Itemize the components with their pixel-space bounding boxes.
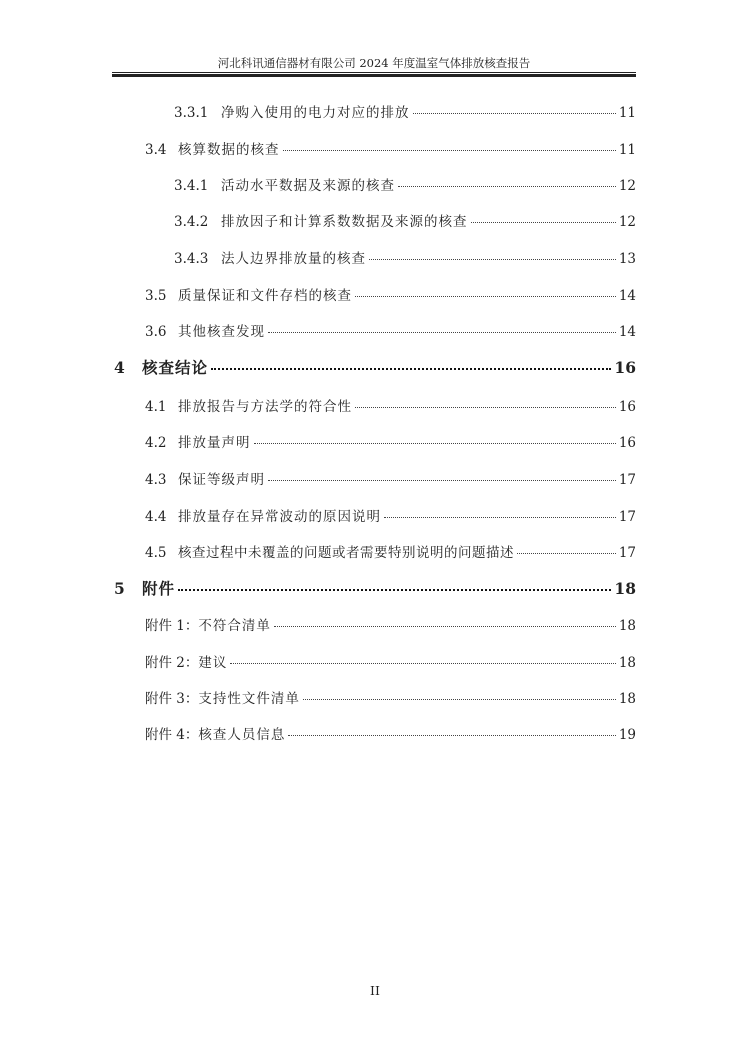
toc-leader-dots xyxy=(369,259,616,260)
toc-entry-title: 其他核查发现 xyxy=(178,324,265,340)
toc-entry-number: 附件 1： xyxy=(145,618,199,634)
toc-entry-page: 17 xyxy=(618,472,636,488)
toc-entry-number: 附件 4： xyxy=(145,727,199,743)
toc-entry-title: 不符合清单 xyxy=(198,618,271,634)
toc-entry-number: 4.1 xyxy=(145,399,167,415)
toc-entry-title: 质量保证和文件存档的核查 xyxy=(178,288,352,304)
toc-entry[interactable] xyxy=(174,101,636,121)
toc-entry-number: 3.4.3 xyxy=(174,251,209,267)
toc-entry[interactable] xyxy=(145,614,636,634)
toc-entry-number: 4.3 xyxy=(145,472,167,488)
toc-entry-title: 排放报告与方法学的符合性 xyxy=(178,399,352,415)
toc-entry-title: 附件 xyxy=(142,579,176,598)
toc-chapter-entry[interactable] xyxy=(114,577,636,599)
toc-leader-dots xyxy=(471,222,616,223)
toc-entry-number: 附件 2： xyxy=(145,655,199,671)
toc-leader-dots xyxy=(268,480,616,481)
toc-entry-title: 核查人员信息 xyxy=(198,727,286,743)
toc-entry[interactable] xyxy=(174,247,636,267)
toc-entry-page: 12 xyxy=(618,178,636,194)
toc-entry-page: 18 xyxy=(614,579,636,598)
toc-entry[interactable] xyxy=(145,468,636,488)
toc-entry-title: 建议 xyxy=(198,655,228,671)
toc-leader-dots xyxy=(211,368,611,370)
toc-entry-page: 18 xyxy=(618,655,636,671)
toc-entry[interactable] xyxy=(145,138,636,158)
toc-chapter-entry[interactable] xyxy=(114,356,636,378)
toc-leader-dots xyxy=(355,296,616,297)
toc-entry-number: 5 xyxy=(114,579,125,598)
toc-entry-page: 16 xyxy=(618,435,636,451)
toc-leader-dots xyxy=(355,407,616,408)
toc-entry-page: 17 xyxy=(618,509,636,525)
toc-entry-number: 4.2 xyxy=(145,435,167,451)
toc-entry[interactable] xyxy=(145,395,636,415)
toc-entry-number: 4.4 xyxy=(145,509,167,525)
page-number: II xyxy=(370,983,380,998)
toc-entry[interactable] xyxy=(145,505,636,525)
toc-entry-page: 14 xyxy=(618,288,636,304)
toc-entry-title: 排放量声明 xyxy=(178,435,251,451)
toc-entry-title: 排放因子和计算系数数据及来源的核查 xyxy=(221,214,468,230)
toc-entry-page: 14 xyxy=(618,324,636,340)
toc-leader-dots xyxy=(283,150,616,151)
toc-entry[interactable] xyxy=(145,541,636,561)
toc-leader-dots xyxy=(274,626,616,627)
toc-leader-dots xyxy=(288,735,615,736)
toc-entry-number: 4 xyxy=(114,358,125,377)
toc-entry[interactable] xyxy=(145,687,636,707)
toc-entry-title: 核算数据的核查 xyxy=(178,142,280,158)
toc-entry-number: 3.3.1 xyxy=(174,105,209,121)
toc-entry-number: 3.5 xyxy=(145,288,167,304)
toc-leader-dots xyxy=(268,332,616,333)
toc-entry-title: 活动水平数据及来源的核查 xyxy=(221,178,395,194)
toc-entry-page: 16 xyxy=(614,358,636,377)
toc-entry-number: 3.4.2 xyxy=(174,214,209,230)
toc-entry[interactable] xyxy=(174,174,636,194)
toc-entry[interactable] xyxy=(145,320,636,340)
toc-entry-page: 12 xyxy=(618,214,636,230)
toc-entry-title: 保证等级声明 xyxy=(178,472,265,488)
toc-entry-page: 19 xyxy=(618,727,636,743)
toc-leader-dots xyxy=(230,663,615,664)
toc-leader-dots xyxy=(303,699,616,700)
toc-entry[interactable] xyxy=(145,284,636,304)
toc-entry-title: 法人边界排放量的核查 xyxy=(221,251,366,267)
toc-entry-title: 支持性文件清单 xyxy=(198,691,300,707)
toc-entry-title: 排放量存在异常波动的原因说明 xyxy=(178,509,381,525)
toc-entry[interactable] xyxy=(145,723,636,743)
toc-entry-number: 附件 3： xyxy=(145,691,199,707)
toc-leader-dots xyxy=(413,113,616,114)
toc-entry-number: 4.5 xyxy=(145,545,167,561)
toc-entry-page: 17 xyxy=(618,545,636,561)
toc-entry-page: 16 xyxy=(618,399,636,415)
toc-entry-page: 18 xyxy=(618,691,636,707)
toc-entry-page: 11 xyxy=(618,142,636,158)
toc-leader-dots xyxy=(384,517,616,518)
running-header: 河北科讯通信器材有限公司 2024 年度温室气体排放核查报告 xyxy=(217,56,531,70)
toc-entry[interactable] xyxy=(174,210,636,230)
toc-entry-number: 3.6 xyxy=(145,324,167,340)
toc-entry-title: 核查结论 xyxy=(142,358,209,377)
toc-entry-number: 3.4 xyxy=(145,142,167,158)
toc-entry-page: 13 xyxy=(618,251,636,267)
toc-leader-dots xyxy=(398,186,616,187)
toc-entry-page: 18 xyxy=(618,618,636,634)
toc-entry-title: 净购入使用的电力对应的排放 xyxy=(221,105,410,121)
toc-entry[interactable] xyxy=(145,651,636,671)
toc-leader-dots xyxy=(254,443,616,444)
toc-entry-title: 核查过程中未覆盖的问题或者需要特别说明的问题描述 xyxy=(178,545,514,561)
toc-leader-dots xyxy=(178,589,611,591)
toc-leader-dots xyxy=(517,553,616,554)
toc-entry[interactable] xyxy=(145,431,636,451)
toc-entry-page: 11 xyxy=(618,105,636,121)
toc-entry-number: 3.4.1 xyxy=(174,178,209,194)
